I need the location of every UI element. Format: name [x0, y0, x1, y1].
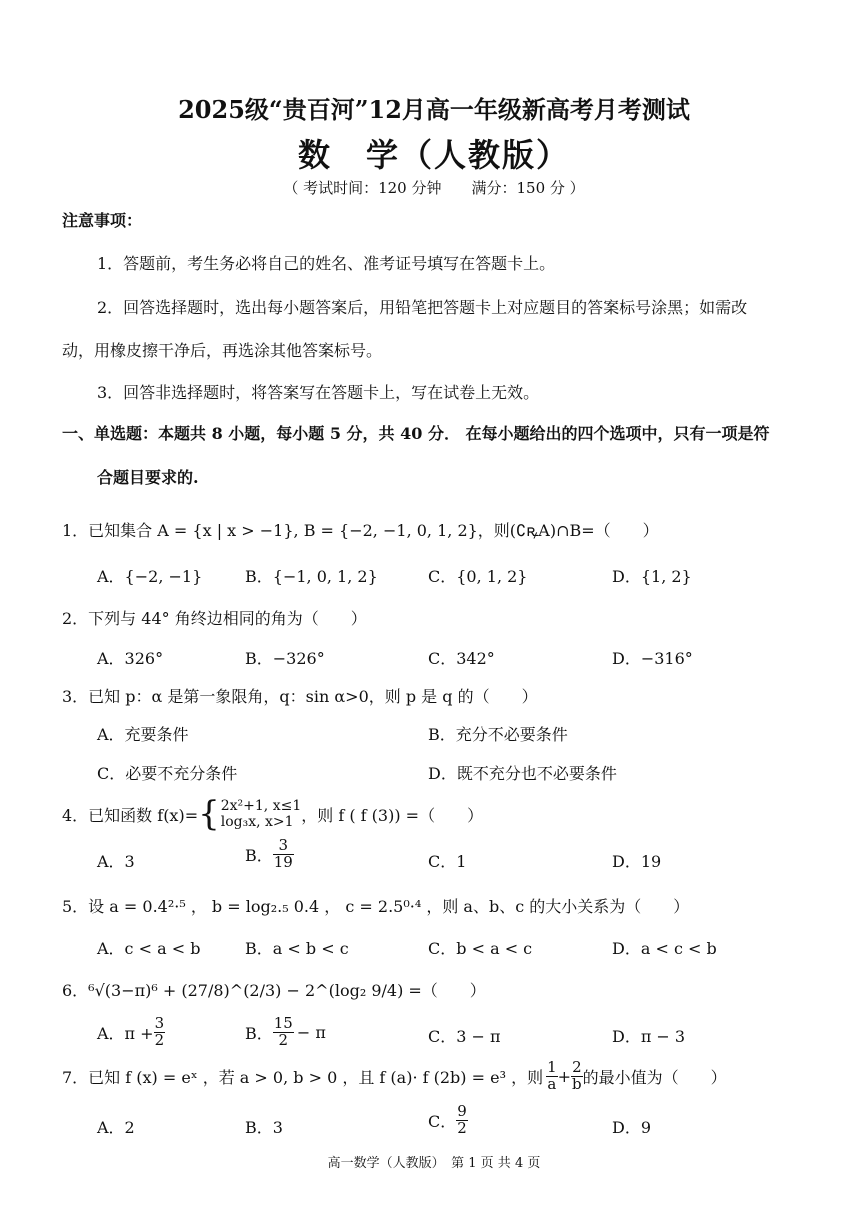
case-1: 2x²+1, x≤1: [220, 797, 302, 814]
case-2: log₃x, x>1: [220, 814, 294, 830]
option-label: B．: [245, 845, 273, 865]
numerator: 3: [273, 838, 294, 855]
denominator: a: [547, 1074, 557, 1093]
question-3-option-c: C．必要不充分条件: [97, 764, 238, 783]
denominator: 2: [278, 1030, 289, 1049]
question-5-option-b: B．a < b < c: [245, 939, 349, 958]
question-7-option-a: A．2: [97, 1118, 135, 1137]
question-6-option-c: C．3 − π: [428, 1027, 501, 1046]
exam-info: （ 考试时间：120 分钟 满分：150 分 ）: [283, 179, 585, 197]
subject-title: 数 学（人教版）: [297, 136, 570, 174]
note-1: 1．答题前，考生务必将自己的姓名、准考证号填写在答题卡上。: [97, 254, 556, 273]
question-5-option-c: C．b < a < c: [428, 939, 533, 958]
denominator: b: [572, 1074, 582, 1093]
question-7-stem: [62, 1060, 727, 1093]
fraction: [456, 1104, 468, 1137]
question-1-option-d: D．{1, 2}: [612, 567, 692, 586]
question-2-option-c: C．342°: [428, 649, 495, 668]
fraction: [273, 1016, 294, 1049]
notes-heading: 注意事项：: [62, 211, 143, 230]
note-3: 3．回答非选择题时，将答案写在答题卡上，写在试卷上无效。: [97, 383, 540, 402]
question-7-option-b: B．3: [245, 1118, 283, 1137]
question-4-option-a: A．3: [97, 852, 135, 871]
question-1-option-c: C．{0, 1, 2}: [428, 567, 528, 586]
denominator: 2: [457, 1118, 467, 1137]
left-brace-symbol: {: [198, 794, 220, 834]
fraction: [546, 1060, 558, 1093]
stem-prefix: 7．已知 f (x) = eˣ ，若 a > 0, b > 0 ，且 f (a)· f (2b) = e³ ，则: [62, 1067, 544, 1087]
numerator: 3: [154, 1014, 165, 1032]
question-4-suffix: ，则 f ( f (3)) =（ ）: [301, 805, 484, 825]
question-3-option-b: B．充分不必要条件: [428, 725, 568, 744]
fraction: [273, 838, 294, 871]
question-4-prefix: 4．已知函数 f(x)=: [62, 805, 199, 825]
question-4-option-c: C．1: [428, 852, 467, 871]
piecewise-cases: [221, 798, 302, 830]
exam-title: 2025级“贵百河”12月高一年级新高考月考测试: [178, 95, 690, 124]
plus-sign: +: [557, 1066, 572, 1086]
question-3-option-a: A．充要条件: [97, 725, 189, 744]
question-4-stem: [62, 794, 483, 834]
question-6-option-b: [245, 1016, 326, 1049]
section-heading-line-1: 一、单选题：本题共 8 小题，每小题 5 分，共 40 分． 在每小题给出的四个选项中，只有一项是符: [62, 424, 770, 443]
question-6-stem: 6．⁶√(3−π)⁶ + (27/8)^(2/3) − 2^(log₂ 9/4) =（ ）: [62, 981, 486, 1000]
numerator: 9: [457, 1102, 467, 1120]
denominator: 19: [273, 852, 293, 871]
question-6-option-a: [97, 1016, 165, 1049]
question-1-option-b: B．{−1, 0, 1, 2}: [245, 567, 378, 586]
option-label: A．π +: [97, 1023, 154, 1043]
option-label: B．: [245, 1023, 273, 1043]
page-footer: 高一数学（人教版） 第 1 页 共 4 页: [327, 1156, 541, 1171]
question-6-option-d: D．π − 3: [612, 1027, 686, 1046]
fraction: [154, 1016, 166, 1049]
denominator: 2: [154, 1030, 165, 1049]
option-label: C．: [428, 1111, 457, 1131]
numerator: 2: [572, 1058, 582, 1076]
numerator: 1: [547, 1058, 557, 1076]
note-2-line-2: 动，用橡皮擦干净后，再选涂其他答案标号。: [62, 341, 383, 360]
question-2-option-d: D．−316°: [612, 649, 693, 668]
question-7-option-c: [428, 1104, 468, 1137]
question-4-option-b: [245, 838, 294, 871]
question-5-option-d: D．a < c < b: [612, 939, 717, 958]
stem-suffix: 的最小值为（ ）: [582, 1067, 727, 1087]
question-5-stem: 5．设 a = 0.4²·⁵ ， b = log₂.₅ 0.4 ， c = 2.5⁰·⁴ ，则 a、b、c 的大小关系为（ ）: [62, 897, 690, 916]
question-5-option-a: A．c < a < b: [97, 939, 201, 958]
question-1-option-a: A．{−2, −1}: [97, 567, 203, 586]
question-2-option-a: A．326°: [97, 649, 164, 668]
numerator: 15: [273, 1014, 293, 1032]
question-3-stem: 3．已知 p：α 是第一象限角，q：sin α>0，则 p 是 q 的（ ）: [62, 687, 538, 706]
question-2-option-b: B．−326°: [245, 649, 325, 668]
question-7-option-d: D．9: [612, 1118, 652, 1137]
option-tail: − π: [296, 1022, 326, 1042]
question-2-stem: 2．下列与 44° 角终边相同的角为（ ）: [62, 609, 367, 628]
note-2-line-1: 2．回答选择题时，选出每小题答案后，用铅笔把答题卡上对应题目的答案标号涂黑；如需改: [97, 298, 748, 317]
question-3-option-d: D．既不充分也不必要条件: [428, 764, 617, 783]
fraction: [571, 1060, 583, 1093]
section-heading-line-2: 合题目要求的.: [97, 468, 199, 487]
question-1-stem: 1．已知集合 A = {x | x > −1}, B = {−2, −1, 0, 1, 2}，则(∁ꝶA)∩B=（ ）: [62, 521, 659, 540]
question-4-option-d: D．19: [612, 852, 662, 871]
